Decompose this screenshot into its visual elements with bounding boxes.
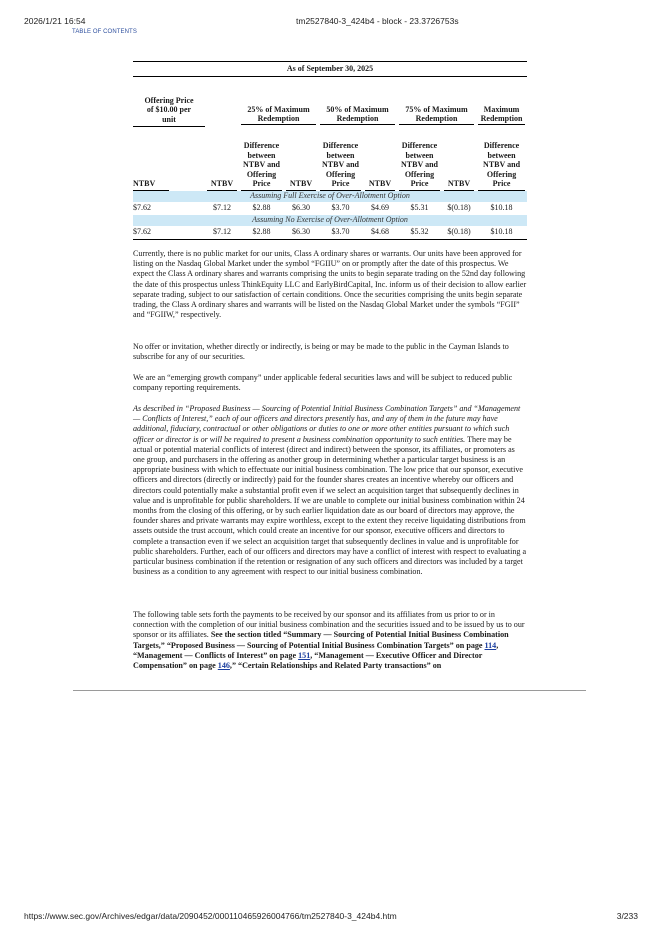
page-link-151[interactable]: 151 bbox=[298, 650, 311, 660]
cell: $(0.18) bbox=[442, 226, 476, 240]
cell: $7.62 bbox=[133, 203, 151, 213]
col-ntbv: NTBV bbox=[133, 179, 169, 190]
paragraph-payments bbox=[133, 610, 527, 671]
table-row bbox=[133, 202, 527, 215]
table-of-contents-link[interactable]: TABLE OF CONTENTS bbox=[72, 29, 137, 35]
table-title: As of September 30, 2025 bbox=[133, 62, 527, 77]
group-header-50pct: 50% of Maximum Redemption bbox=[320, 105, 395, 125]
group-header-75pct: 75% of Maximum Redemption bbox=[399, 105, 474, 125]
cell: $6.30 bbox=[292, 203, 310, 213]
cell: $4.68 bbox=[363, 226, 397, 240]
cell: $7.62 bbox=[133, 226, 205, 240]
dilution-table bbox=[133, 61, 527, 240]
col-diff-max: Difference between NTBV and Offering Price bbox=[478, 141, 525, 190]
col-ntbv-75: NTBV bbox=[365, 179, 395, 190]
cell: $10.18 bbox=[476, 226, 527, 240]
paragraph-cayman bbox=[133, 342, 527, 362]
col-diff-25: Difference between NTBV and Offering Price bbox=[241, 141, 282, 190]
paragraph-conflicts-rest: There may be actual or potential material conflicts of interest (direct and indirect) between the sponsor, its affiliates, or promoters as one group, and purchasers in the offering as another group in determining whether a particular target business is an appropriate business with which to effectuate our initial business combination. The low price that our sponsor, executive officers and directors (directly or indirectly) paid for the founder shares creates an incentive whereby our officers and directors could potentially make a substantial profit even if we select an acquisition target that subsequently declines in value and is unprofitable for public shareholders. If we are unable to complete our initial business combination within 24 months from the closing of this offering, or by such earlier liquidation date as our board of directors may approve, the founder shares and private warrants may expire worthless, except to the extent they receive liquidating distributions from assets outside the trust account, which could create an incentive for our sponsor, executive officers and directors to complete a transaction even if we select an acquisition target that subsequently declines in value and is unprofitable for public shareholders. Further, each of our officers and directors may have a conflict of interest with respect to evaluating a particular business combination if the retention or resignation of any such officers and directors was included by a target business as a condition to any agreement with respect to our initial business combination. bbox=[133, 434, 527, 577]
paragraph-payments-ref3: , “Management — Executive Officer and Director Compensation” on page bbox=[133, 650, 483, 671]
paragraph-payments-text: The following table sets forth the payments to be received by our sponsor and its affiliates from us prior to or in connection with the completion of our initial business combination and the securities issued and to be issued by us to our sponsor or its affiliates. bbox=[133, 610, 525, 640]
group-header-offering-price: Offering Price of $10.00 per unit bbox=[133, 77, 205, 127]
cell: $2.88 bbox=[252, 203, 271, 213]
band-full-exercise: Assuming Full Exercise of Over-Allotment Option bbox=[133, 191, 527, 202]
table-row bbox=[133, 226, 527, 240]
cell: $6.30 bbox=[284, 226, 318, 240]
group-header-25pct: 25% of Maximum Redemption bbox=[241, 105, 316, 125]
paragraph-egc bbox=[133, 373, 527, 393]
col-diff-75: Difference between NTBV and Offering Price bbox=[399, 141, 440, 190]
col-diff-50: Difference between NTBV and Offering Price bbox=[320, 141, 361, 190]
paragraph-payments-ref4: ,” “Certain Relationships and Related Party transactions” on bbox=[229, 661, 442, 671]
cell: $3.70 bbox=[318, 226, 363, 240]
paragraph-listing bbox=[133, 249, 527, 320]
print-page-number: 3/233 bbox=[616, 911, 638, 921]
cell: $4.69 bbox=[371, 203, 389, 213]
cell: $2.88 bbox=[239, 226, 284, 240]
paragraph-conflicts-italic: As described in “Proposed Business — Sourcing of Potential Initial Business Combination Targets” and “Management — Conflicts of Interest,” each of our officers and directors presently has, and any of them in the future may have additional, fiduciary, contractual or other obligations or duties to one or more other entities pursuant to which such officer or director is or will be required to present a business combination opportunity to such entities. bbox=[133, 404, 521, 444]
paragraph-cayman-text: No offer or invitation, whether directly or indirectly, is being or may be made to the public in the Cayman Islands to subscribe for any of our securities. bbox=[133, 342, 509, 362]
cell: $5.32 bbox=[397, 226, 442, 240]
cell: $7.12 bbox=[213, 203, 231, 213]
col-ntbv-max: NTBV bbox=[444, 179, 474, 190]
page-divider bbox=[73, 690, 586, 691]
paragraph-egc-text: We are an “emerging growth company” under applicable federal securities laws and will be subject to reduced public company reporting requirements. bbox=[133, 373, 513, 393]
band-no-exercise: Assuming No Exercise of Over-Allotment Option bbox=[133, 215, 527, 226]
cell: $5.31 bbox=[410, 203, 429, 213]
cell: $7.12 bbox=[205, 226, 239, 240]
paragraph-payments-ref1: See the section titled “Summary — Sourcing of Potential Initial Business Combination Targets,” “Proposed Business — Sourcing of Potential Initial Business Combination Targets” on page bbox=[133, 630, 509, 650]
paragraph-listing-text: Currently, there is no public market for our units, Class A ordinary shares or warrants. Our units have been approved for listing on the Nasdaq Global Market under the symbol “FGIIU” on or promptly after the date of this prospectus. We expect the Class A ordinary shares and warrants comprising the units to begin separate trading on the 52nd day following the date of this prospectus unless ThinkEquity LLC and EarlyBirdCapital, Inc. inform us of their decision to allow earlier separate trading, subject to our satisfaction of certain conditions. Once the securities comprising the units begin separate trading, the Class A ordinary shares and warrants will be listed on the Nasdaq Global Market under the symbols “FGII” and “FGIIW,” respectively. bbox=[133, 249, 527, 320]
page-link-146[interactable]: 146 bbox=[217, 661, 230, 671]
cell: $10.18 bbox=[490, 203, 513, 213]
group-header-maximum: Maximum Redemption bbox=[478, 105, 525, 125]
paragraph-conflicts bbox=[133, 404, 527, 577]
print-datetime: 2026/1/21 16:54 bbox=[24, 16, 86, 26]
col-ntbv-50: NTBV bbox=[286, 179, 316, 190]
cell: $3.70 bbox=[331, 203, 350, 213]
paragraph-payments-ref2: , “Management — Conflicts of Interest” on page bbox=[133, 640, 499, 660]
print-url: https://www.sec.gov/Archives/edgar/data/2090452/000110465926004766/tm2527840-3_424b4.htm bbox=[24, 911, 397, 921]
col-ntbv-25: NTBV bbox=[207, 179, 237, 190]
cell: $(0.18) bbox=[447, 203, 471, 213]
print-doc-title: tm2527840-3_424b4 - block - 23.3726753s bbox=[296, 16, 459, 26]
page-link-114[interactable]: 114 bbox=[484, 640, 497, 650]
